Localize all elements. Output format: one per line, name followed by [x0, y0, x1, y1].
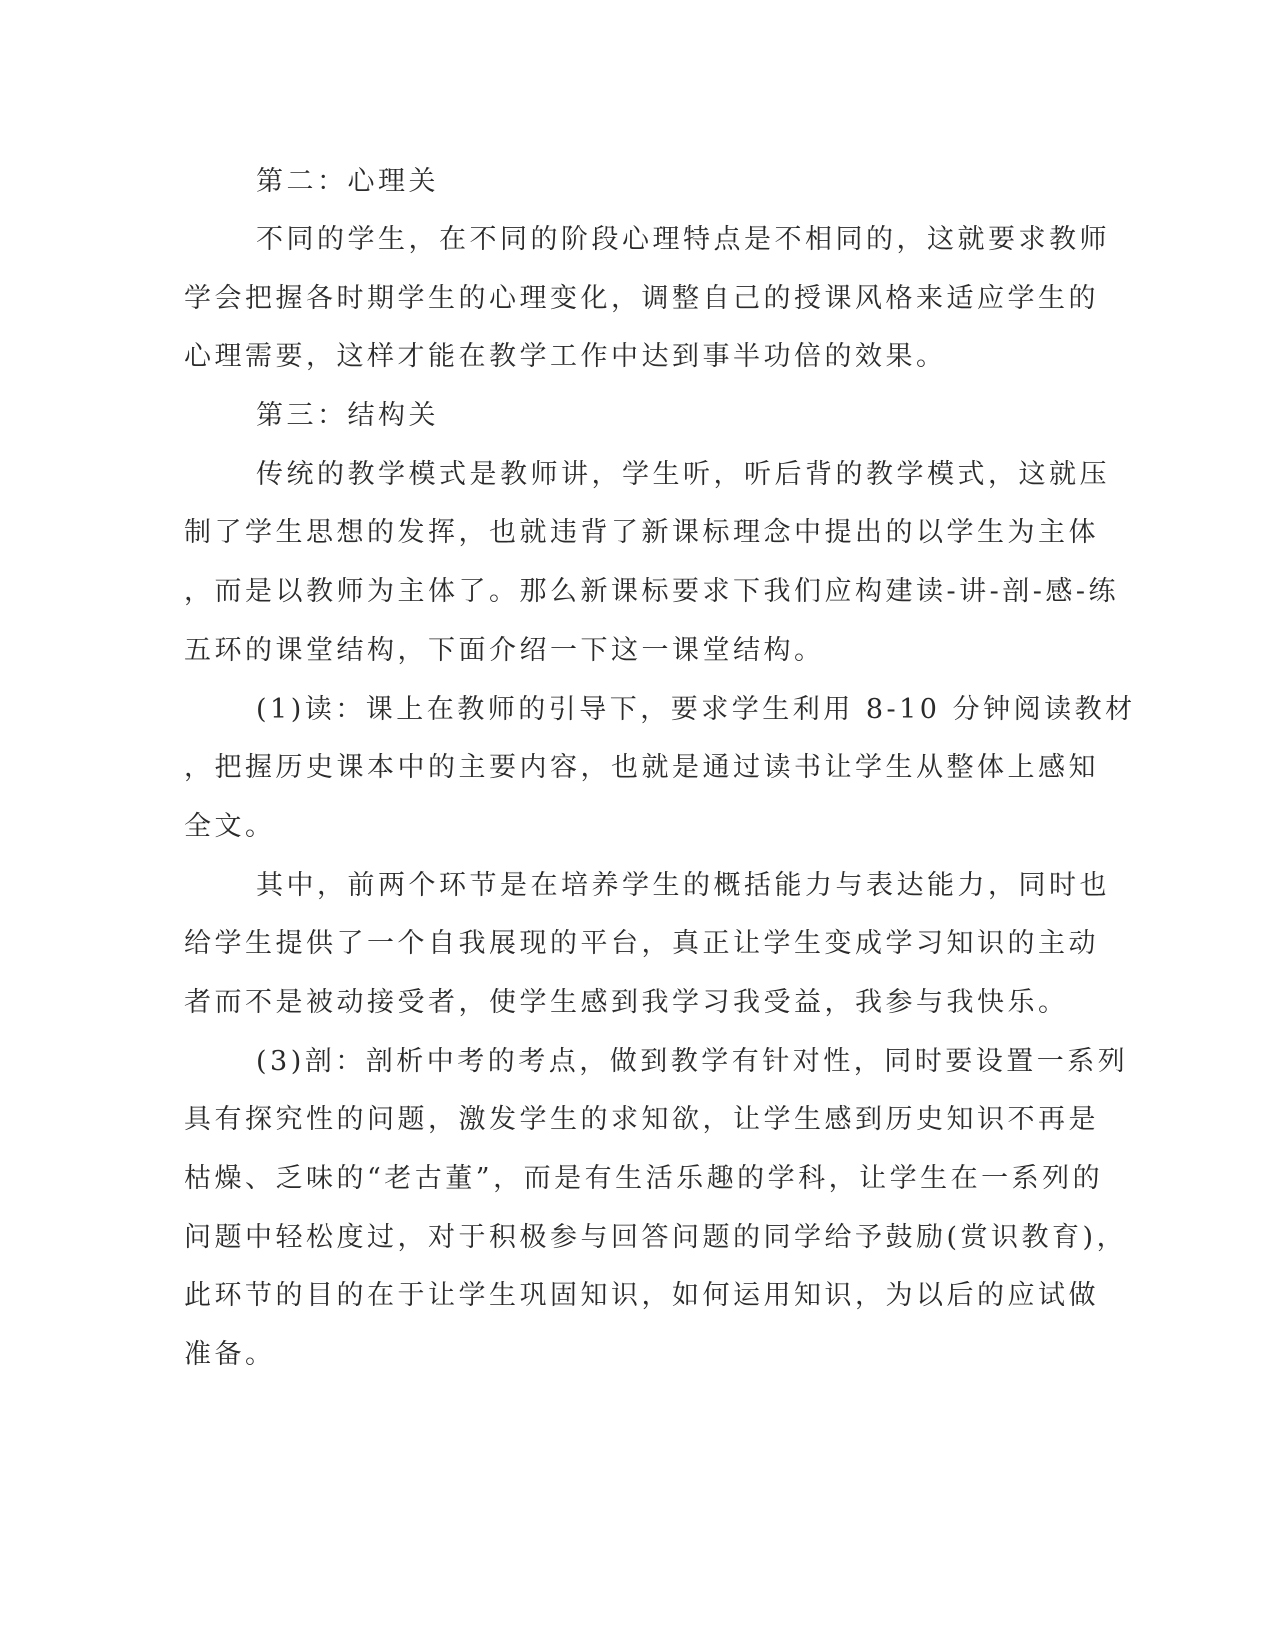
- paragraph-line: 全文。: [184, 811, 276, 842]
- paragraph-line: 学会把握各时期学生的心理变化，调整自己的授课风格来适应学生的: [184, 283, 1099, 314]
- paragraph-line: (1)读：课上在教师的引导下，要求学生利用 8-10 分钟阅读教材: [256, 694, 1136, 725]
- paragraph-line: 具有探究性的问题，激发学生的求知欲，让学生感到历史知识不再是: [184, 1104, 1099, 1135]
- paragraph-line: 其中，前两个环节是在培养学生的概括能力与表达能力，同时也: [256, 870, 1110, 901]
- paragraph-line: 五环的课堂结构，下面介绍一下这一课堂结构。: [184, 635, 825, 666]
- paragraph-line: ，把握历史课本中的主要内容，也就是通过读书让学生从整体上感知: [184, 752, 1099, 783]
- paragraph-line: 者而不是被动接受者，使学生感到我学习我受益，我参与我快乐。: [184, 987, 1069, 1018]
- paragraph-line: 不同的学生，在不同的阶段心理特点是不相同的，这就要求教师: [256, 224, 1110, 255]
- heading-psychology: 第二：心理关: [256, 166, 439, 197]
- paragraph-line: 给学生提供了一个自我展现的平台，真正让学生变成学习知识的主动: [184, 928, 1099, 959]
- paragraph-line: 准备。: [184, 1339, 276, 1370]
- paragraph-line: 此环节的目的在于让学生巩固知识，如何运用知识，为以后的应试做: [184, 1280, 1099, 1311]
- paragraph-line: 传统的教学模式是教师讲，学生听，听后背的教学模式，这就压: [256, 459, 1110, 490]
- paragraph-line: 制了学生思想的发挥，也就违背了新课标理念中提出的以学生为主体: [184, 517, 1099, 548]
- paragraph-line: ，而是以教师为主体了。那么新课标要求下我们应构建读-讲-剖-感-练: [184, 576, 1119, 607]
- paragraph-line: 心理需要，这样才能在教学工作中达到事半功倍的效果。: [184, 341, 947, 372]
- paragraph-line: (3)剖：剖析中考的考点，做到教学有针对性，同时要设置一系列: [256, 1046, 1129, 1077]
- heading-structure: 第三：结构关: [256, 400, 439, 431]
- paragraph-line: 枯燥、乏味的“老古董”，而是有生活乐趣的学科，让学生在一系列的: [184, 1163, 1104, 1194]
- paragraph-line: 问题中轻松度过，对于积极参与回答问题的同学给予鼓励(赏识教育)，: [184, 1222, 1128, 1253]
